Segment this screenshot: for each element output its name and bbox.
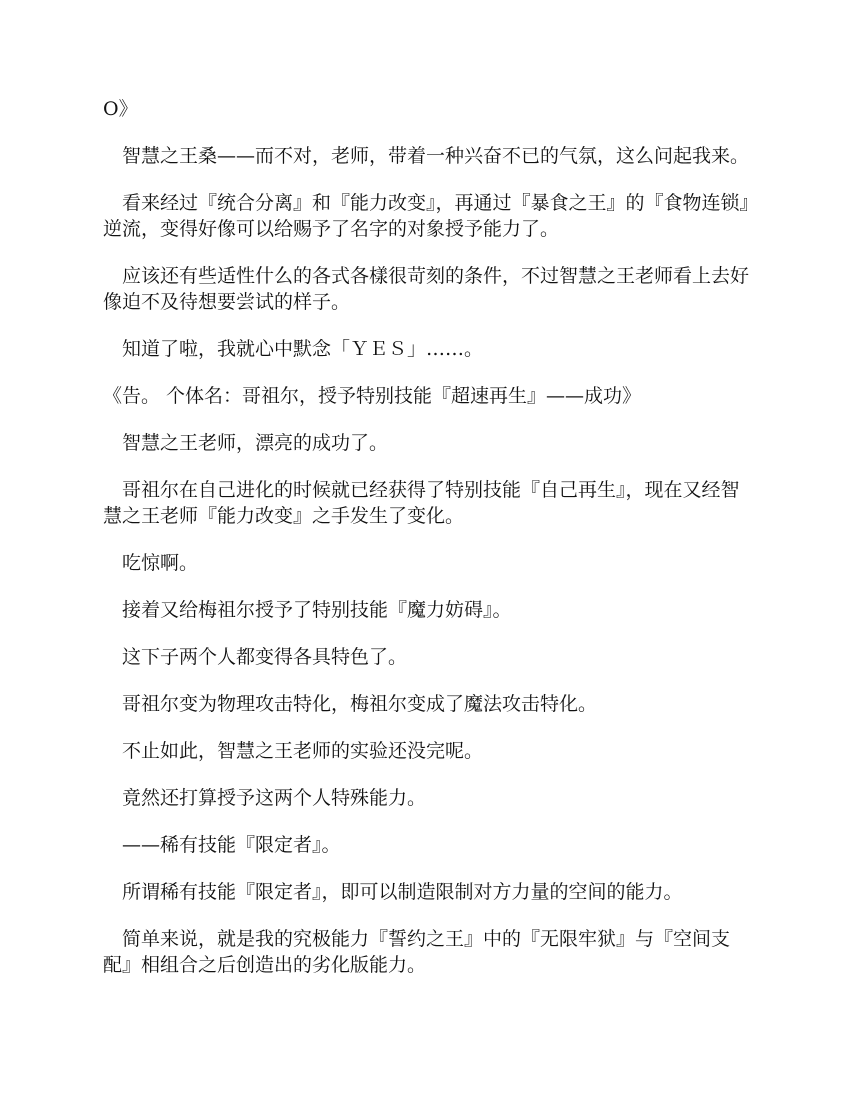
paragraph-5: 知道了啦，我就心中默念「ＹＥＳ」……。: [122, 338, 484, 360]
paragraph-6: 《告。 个体名：哥祖尔，授予特别技能『超速再生』——成功》: [103, 385, 642, 407]
paragraph-10: 接着又给梅祖尔授予了特别技能『魔力妨碍』。: [122, 599, 512, 621]
paragraph-15: ——稀有技能『限定者』。: [122, 834, 341, 856]
paragraph-2: 智慧之王桑——而不对，老师，带着一种兴奋不已的气氛，这么问起我来。: [122, 145, 750, 167]
paragraph-12: 哥祖尔变为物理攻击特化，梅祖尔变成了魔法攻击特化。: [122, 693, 598, 715]
paragraph-16: 所谓稀有技能『限定者』，即可以制造限制对方力量的空间的能力。: [122, 881, 683, 903]
paragraph-9: 吃惊啊。: [122, 552, 199, 574]
paragraph-14: 竟然还打算授予这两个人特殊能力。: [122, 787, 427, 809]
paragraph-8: 哥祖尔在自己进化的时候就已经获得了特别技能『自己再生』，现在又经智慧之王老师『能力改变』之手发生了变化。: [103, 479, 740, 527]
text-column: [103, 96, 753, 999]
paragraph-1: O》: [103, 98, 138, 120]
paragraph-7: 智慧之王老师，漂亮的成功了。: [122, 432, 389, 454]
paragraph-11: 这下子两个人都变得各具特色了。: [122, 646, 408, 668]
paragraph-4: 应该还有些适性什么的各式各樣很苛刻的条件，不过智慧之王老师看上去好像迫不及待想要尝试的样子。: [103, 265, 750, 313]
paragraph-13: 不止如此，智慧之王老师的实验还没完呢。: [122, 740, 484, 762]
paragraph-17: 简单来说，就是我的究极能力『誓约之王』中的『无限牢狱』与『空间支配』相组合之后创造出的劣化版能力。: [103, 928, 731, 976]
paragraph-3: 看来经过『统合分离』和『能力改变』，再通过『暴食之王』的『食物连锁』逆流，变得好像可以给赐予了名字的对象授予能力了。: [103, 192, 750, 240]
